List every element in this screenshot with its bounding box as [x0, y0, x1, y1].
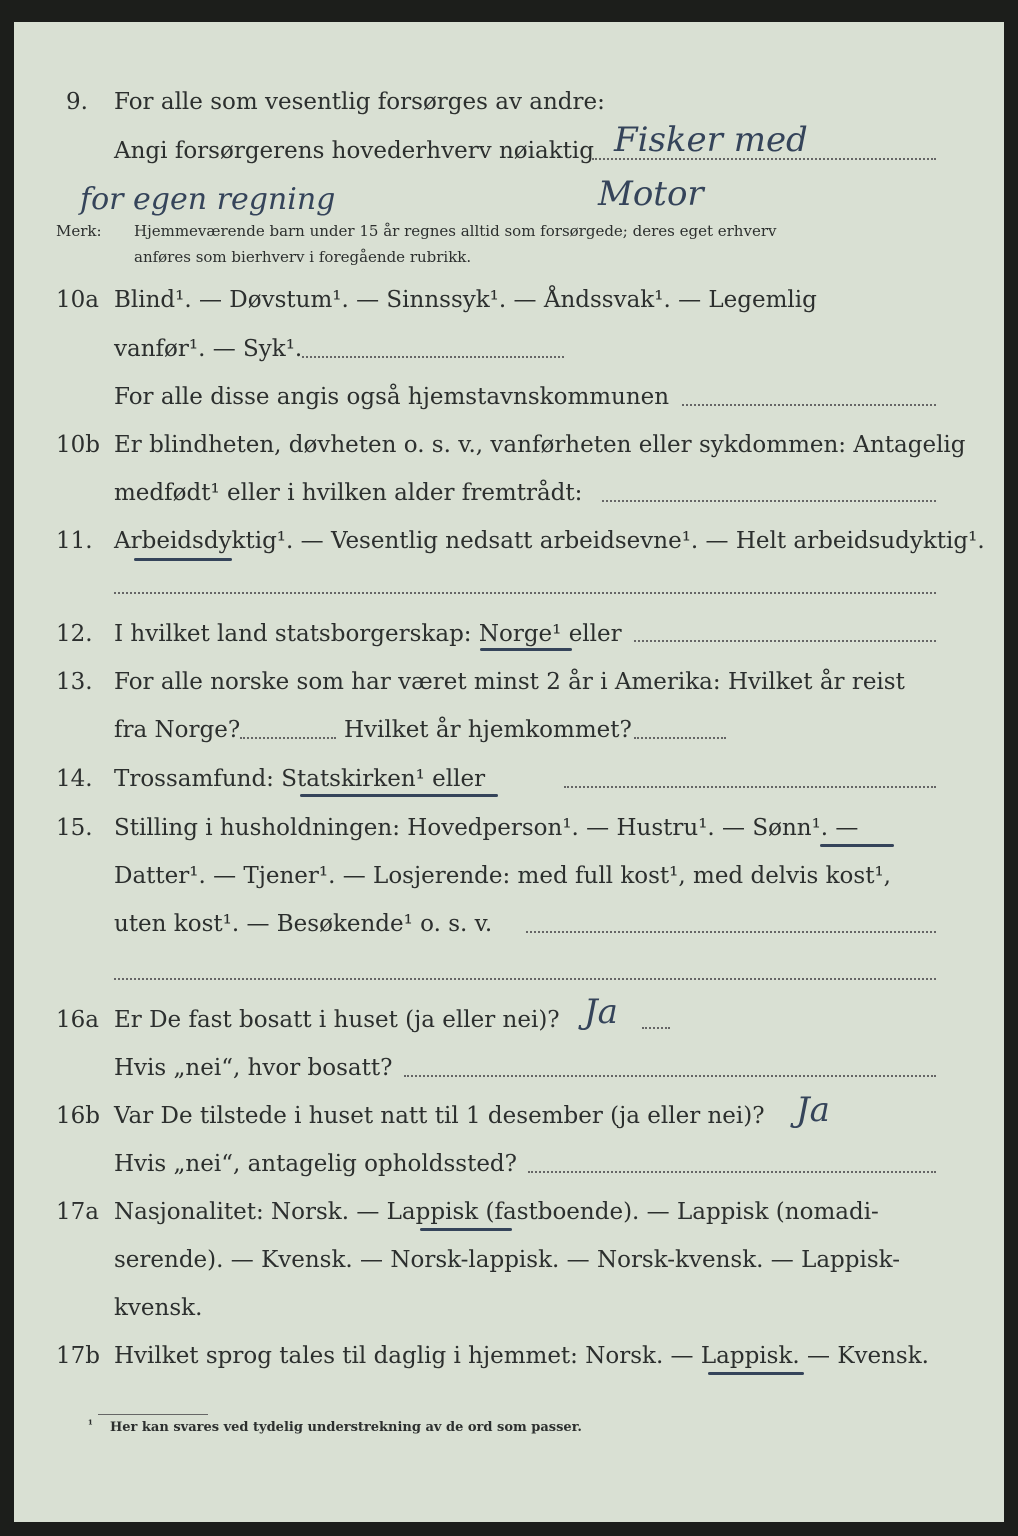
q10b-line2: medfødt¹ eller i hvilken alder fremtrådt: [114, 480, 583, 506]
q9-line1: For alle som vesentlig forsørges av andre: [114, 89, 605, 115]
q10a-line1: Blind¹. — Døvstum¹. — Sinnssyk¹. — Åndssvak¹. — Legemlig [114, 287, 817, 313]
q12-number: 12. [56, 621, 93, 647]
q10a-line3: For alle disse angis også hjemstavnskommunen [114, 384, 670, 410]
footnote-separator [98, 1414, 208, 1415]
q17a-number: 17a [56, 1199, 99, 1225]
q11-fill-line [114, 592, 936, 594]
q15-line3: uten kost¹. — Besøkende¹ o. s. v. [114, 911, 493, 937]
q13-line2a: fra Norge? [114, 717, 241, 743]
q9-handwritten-answer2: for egen regning [80, 182, 336, 217]
q11-number: 11. [56, 528, 93, 554]
q15-fill-line2 [114, 978, 936, 980]
q15-answer-underline [820, 844, 894, 847]
q9-note-line1: Hjemmeværende barn under 15 år regnes alltid som forsørgede; deres eget erhverv [134, 222, 777, 240]
q12-line1: I hvilket land statsborgerskap: Norge¹ eller [114, 621, 622, 647]
q16a-line2: Hvis „nei“, hvor bosatt? [114, 1055, 393, 1081]
q16a-line1: Er De fast bosatt i huset (ja eller nei)? [114, 1007, 560, 1033]
q9-handwritten-answer1: Fisker med [614, 120, 808, 160]
q10b-fill-line [602, 500, 936, 502]
q10a-number: 10a [56, 287, 99, 313]
q10a-fill-line [302, 356, 564, 358]
q17b-number: 17b [56, 1343, 100, 1369]
q13-line1: For alle norske som har været minst 2 år i Amerika: Hvilket år reist [114, 669, 905, 695]
q17b-answer-underline [708, 1372, 804, 1375]
q15-fill-line [526, 931, 936, 933]
q16a-number: 16a [56, 1007, 99, 1033]
q16a-handwritten-answer: Ja [584, 992, 618, 1032]
q15-line1: Stilling i husholdningen: Hovedperson¹. — Hustru¹. — Sønn¹. — [114, 815, 859, 841]
q13-fill-line-hjem [634, 737, 726, 739]
q10a-fill-line2 [682, 404, 936, 406]
q10a-line2: vanfør¹. — Syk¹. [114, 336, 303, 362]
q16b-line1: Var De tilstede i huset natt til 1 desember (ja eller nei)? [114, 1103, 765, 1129]
q16a-fill-line2 [404, 1075, 936, 1077]
q17a-line1: Nasjonalitet: Norsk. — Lappisk (fastboende). — Lappisk (nomadi- [114, 1199, 879, 1225]
footnote-mark: ¹ [88, 1418, 93, 1431]
q13-fill-line-reist [240, 737, 336, 739]
q16b-handwritten-answer: Ja [796, 1090, 830, 1130]
q10b-line1: Er blindheten, døvheten o. s. v., vanførheten eller sykdommen: Antagelig [114, 432, 966, 458]
q9-number: 9. [66, 89, 88, 115]
footnote-text: Her kan svares ved tydelig understrekning av de ord som passer. [110, 1420, 582, 1435]
q14-line1: Trossamfund: Statskirken¹ eller [114, 766, 486, 792]
q9-handwritten-answer3: Motor [598, 174, 704, 214]
q17a-line2: serende). — Kvensk. — Norsk-lappisk. — Norsk-kvensk. — Lappisk- [114, 1247, 900, 1273]
q15-line2: Datter¹. — Tjener¹. — Losjerende: med full kost¹, med delvis kost¹, [114, 863, 891, 889]
q16b-fill-line [528, 1171, 936, 1173]
q10b-number: 10b [56, 432, 100, 458]
q16b-line2: Hvis „nei“, antagelig opholdssted? [114, 1151, 517, 1177]
q16b-number: 16b [56, 1103, 100, 1129]
q16a-fill-line [642, 1027, 670, 1029]
q14-answer-underline [300, 794, 498, 797]
q11-line1: Arbeidsdyktig¹. — Vesentlig nedsatt arbeidsevne¹. — Helt arbeidsudyktig¹. [114, 528, 985, 554]
q14-number: 14. [56, 766, 93, 792]
q9-line2: Angi forsørgerens hovederhverv nøiaktig [114, 138, 594, 164]
q11-answer-underline [134, 558, 232, 561]
q13-number: 13. [56, 669, 93, 695]
q14-fill-line [564, 786, 936, 788]
q9-note-label: Merk: [56, 222, 102, 240]
q12-answer-underline [480, 648, 572, 651]
q15-number: 15. [56, 815, 93, 841]
q9-note-line2: anføres som bierhverv i foregående rubrikk. [134, 248, 472, 266]
q17b-line1: Hvilket sprog tales til daglig i hjemmet: Norsk. — Lappisk. — Kvensk. [114, 1343, 929, 1369]
q12-fill-line [634, 640, 936, 642]
q13-line2b: Hvilket år hjemkommet? [344, 717, 632, 743]
census-form-page [14, 22, 1004, 1522]
q17a-line3: kvensk. [114, 1295, 203, 1321]
q17a-answer-underline [420, 1228, 512, 1231]
